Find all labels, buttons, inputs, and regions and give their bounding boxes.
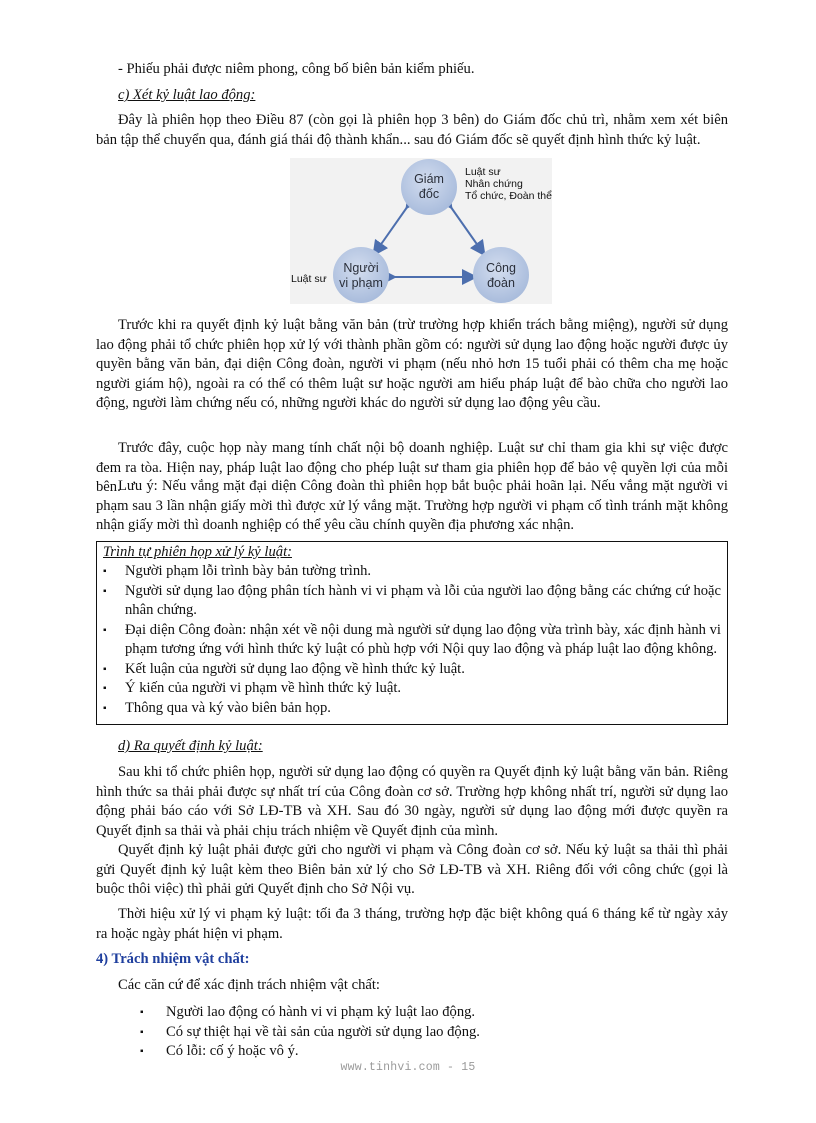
node-union-label-1: Công <box>486 261 516 275</box>
node-director-label-1: Giám <box>414 172 444 186</box>
node-union <box>473 247 529 303</box>
procedure-item: ▪ Thông qua và ký vào biên bản họp. <box>97 699 727 719</box>
diagram-svg <box>290 158 552 304</box>
page-footer: www.tinhvi.com - 15 <box>340 1061 476 1074</box>
paragraph-c2: Trước khi ra quyết định kỷ luật bằng văn bản (trừ trường hợp khiển trách bằng miệng), người sử dụng lao động phải tổ chức phiên họp xử lý với thành phần gồm có: người sử dụng lao động hoặc người được ủy quyền bằng văn bản, đại diện Công đoàn, người vi phạm (nếu nhỏ hơn 15 tuổi phải có thêm cha mẹ hoặc người giám hộ), ngoài ra có thể có thêm luật sư hoặc người am hiểu pháp luật để bào chữa cho người lao động, người làm chứng nếu có, những người khác do người sử dụng lao động yêu cầu. <box>96 317 728 411</box>
node-violator-label-1: Người <box>343 261 379 275</box>
bullet-icon: ▪ <box>140 1026 144 1038</box>
procedure-item: ▪ Kết luận của người sử dụng lao động về hình thức kỷ luật. <box>97 660 727 680</box>
material-liability-list <box>140 1003 700 1062</box>
paragraph-4: Các căn cứ để xác định trách nhiệm vật chất: <box>118 977 380 993</box>
paragraph-c1: Đây là phiên họp theo Điều 87 (còn gọi là phiên họp 3 bên) do Giám đốc chủ trì, nhằm xem xét biên bản tập thể chuyển qua, đánh giá thái độ thành khẩn... sau đó Giám đốc sẽ quyết định hình thức kỷ luật. <box>96 112 728 148</box>
intro-line: - Phiếu phải được niêm phong, công bố biên bản kiểm phiếu. <box>118 61 475 77</box>
subheading-c: c) Xét kỷ luật lao động: <box>118 87 256 103</box>
note-witness: Nhân chứng <box>465 178 523 190</box>
paragraph-c3: Trước đây, cuộc họp này mang tính chất nội bộ doanh nghiệp. Luật sư chỉ tham gia khi sự việc được đem ra tòa. Hiện nay, pháp luật lao động cho phép luật sư tham gia phiên họp để bảo vệ quyền lợi của mỗi bên. <box>96 440 728 495</box>
note-organizations: Tổ chức, Đoàn thể <box>465 190 552 202</box>
bullet-icon: ▪ <box>103 624 107 636</box>
node-violator <box>333 247 389 303</box>
procedure-list <box>97 562 727 718</box>
paragraph-d2: Quyết định kỷ luật phải được gửi cho người vi phạm và Công đoàn cơ sở. Nếu kỷ luật sa thải thì phải gửi Quyết định kỷ luật kèm theo Biên bản xử lý cho Sở LĐ-TB và XH. Riêng đối với công chức (gọi là buộc thôi việc) thì phải gửi Quyết định cho Sở Nội vụ. <box>96 842 728 897</box>
bullet-icon: ▪ <box>103 663 107 675</box>
meeting-diagram <box>290 158 552 304</box>
paragraph-c4: Lưu ý: Nếu vắng mặt đại diện Công đoàn thì phiên họp bắt buộc phải hoãn lại. Nếu vắng mặt người vi phạm sau 3 lần nhận giấy mời thì được xử lý vắng mặt. Trường hợp người vi phạm cố tình tránh mặt không nhận giấy mời thì doanh nghiệp có thể yêu cầu chính quyền địa phương xác nhận. <box>96 478 728 533</box>
paragraph-d1: Sau khi tổ chức phiên họp, người sử dụng lao động có quyền ra Quyết định kỷ luật bằng văn bản. Riêng hình thức sa thải phải được sự nhất trí của Công đoàn cơ sở. Trường hợp không nhất trí, người sử dụng lao động phải báo cáo với Sở LĐ-TB và XH. Sau đó 30 ngày, người sử dụng lao động mới được quyền ra Quyết định sa thải và phải chịu trách nhiệm về Quyết định của mình. <box>96 764 728 839</box>
bullet-icon: ▪ <box>103 683 107 694</box>
note-lawyer-top: Luật sư <box>465 166 501 178</box>
paragraph-d3: Thời hiệu xử lý vi phạm kỷ luật: tối đa 3 tháng, trường hợp đặc biệt không quá 6 tháng kể từ ngày xảy ra hoặc ngày phát hiện vi phạm. <box>96 906 728 942</box>
procedure-item: ▪ Ý kiến của người vi phạm về hình thức kỷ luật. <box>97 679 727 699</box>
section-4-heading: 4) Trách nhiệm vật chất: <box>96 951 250 967</box>
procedure-box <box>96 541 728 725</box>
arrow-director-union <box>448 203 481 250</box>
bullet-icon: ▪ <box>140 1046 144 1057</box>
list-item: ▪ Có lỗi: cố ý hoặc vô ý. <box>140 1042 700 1062</box>
bullet-icon: ▪ <box>103 702 107 714</box>
procedure-item: ▪ Đại diện Công đoàn: nhận xét về nội dung mà người sử dụng lao động vừa trình bày, xác định hành vi phạm tương ứng với hình thức kỷ luật có phù hợp với Nội quy lao động và pháp luật lao động không. <box>103 621 721 657</box>
procedure-item: ▪ Người sử dụng lao động phân tích hành vi vi phạm và lỗi của người lao động bằng các chứng cứ hoặc nhân chứng. <box>103 582 721 618</box>
bullet-icon: ▪ <box>103 585 107 597</box>
node-union-label-2: đoàn <box>487 276 515 290</box>
list-item: ▪ Có sự thiệt hại về tài sản của người sử dụng lao động. <box>140 1023 700 1043</box>
subheading-d: d) Ra quyết định kỷ luật: <box>118 738 263 754</box>
list-item: ▪ Người lao động có hành vi vi phạm kỷ luật lao động. <box>140 1003 700 1023</box>
node-director-label-2: đốc <box>418 187 440 201</box>
note-lawyer-left: Luật sư <box>291 273 327 285</box>
procedure-title: Trình tự phiên họp xử lý kỷ luật: <box>103 544 292 560</box>
arrow-director-violator <box>377 203 410 250</box>
bullet-icon: ▪ <box>140 1007 144 1018</box>
procedure-item: ▪ Người phạm lỗi trình bày bản tường trình. <box>97 562 727 582</box>
node-violator-label-2: vi phạm <box>339 276 383 290</box>
bullet-icon: ▪ <box>103 566 107 577</box>
